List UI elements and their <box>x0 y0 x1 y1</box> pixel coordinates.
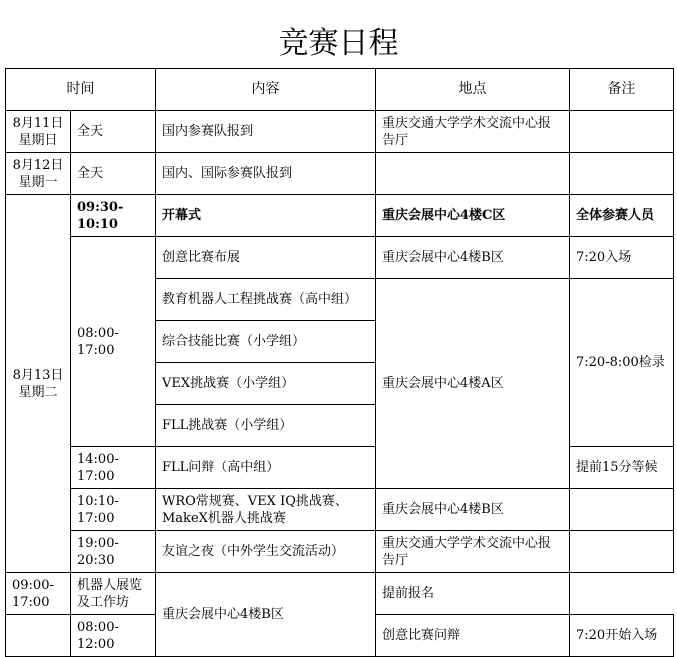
header-note: 备注 <box>570 69 674 111</box>
page-title: 竞赛日程 <box>278 26 399 61</box>
table-row <box>6 531 674 573</box>
note-cell <box>570 153 674 195</box>
content-cell: 创意比赛布展 <box>156 237 376 279</box>
content-cell: VEX挑战赛（小学组） <box>156 363 376 405</box>
content-cell: FLL挑战赛（小学组） <box>156 405 376 447</box>
content-cell: 教育机器人工程挑战赛（高中组） <box>156 279 376 321</box>
note-cell: 7:20入场 <box>570 237 674 279</box>
location-cell: 重庆会展中心4楼B区 <box>376 237 570 279</box>
content-cell: FLL问辩（高中组） <box>156 447 376 489</box>
note-cell <box>570 111 674 153</box>
location-cell: 重庆会展中心4楼C区 <box>376 195 570 237</box>
note-cell <box>570 489 674 531</box>
time-cell: 19:00-20:30 <box>71 531 156 573</box>
table-row <box>6 195 674 237</box>
location-cell: 重庆交通大学学术交流中心报告厅 <box>376 111 570 153</box>
content-cell: 国内、国际参赛队报到 <box>156 153 376 195</box>
content-cell: 综合技能比赛（小学组） <box>156 321 376 363</box>
note-cell <box>570 531 674 573</box>
content-cell: 友谊之夜（中外学生交流活动） <box>156 531 376 573</box>
content-cell: WRO常规赛、VEX IQ挑战赛、MakeX机器人挑战赛 <box>156 489 376 531</box>
header-time: 时间 <box>6 69 156 111</box>
table-row <box>6 447 674 489</box>
table-row <box>6 489 674 531</box>
location-cell: 重庆会展中心4楼B区 <box>156 573 376 657</box>
date-cell <box>6 153 71 195</box>
table-row <box>6 237 674 279</box>
schedule-table <box>5 68 674 657</box>
date-cell <box>6 615 71 657</box>
content-cell: 开幕式 <box>156 195 376 237</box>
time-cell: 10:10-17:00 <box>71 489 156 531</box>
time-cell: 08:00-12:00 <box>71 615 156 657</box>
time-cell: 14:00-17:00 <box>71 447 156 489</box>
content-cell: 国内参赛队报到 <box>156 111 376 153</box>
location-cell: 重庆会展中心4楼B区 <box>376 489 570 531</box>
location-cell: 重庆会展中心4楼A区 <box>376 279 570 489</box>
date-label: 8月13日 <box>12 367 64 383</box>
note-cell: 提前15分等候 <box>570 447 674 489</box>
content-cell: 创意比赛问辩 <box>376 615 570 657</box>
table-row <box>6 573 674 615</box>
content-cell: 机器人展览及工作坊 <box>71 573 156 615</box>
weekday-label: 星期一 <box>18 174 58 190</box>
date-label: 8月11日 <box>12 115 64 131</box>
date-label: 8月12日 <box>12 157 64 173</box>
weekday-label: 星期日 <box>18 132 58 148</box>
note-cell: 7:20开始入场 <box>570 615 674 657</box>
header-location: 地点 <box>376 69 570 111</box>
weekday-label: 星期二 <box>18 384 58 400</box>
date-cell <box>6 195 71 573</box>
table-header-row <box>6 69 674 111</box>
time-cell: 08:00-17:00 <box>71 237 156 447</box>
table-row <box>6 153 674 195</box>
header-content: 内容 <box>156 69 376 111</box>
note-cell: 全体参赛人员 <box>570 195 674 237</box>
location-cell <box>376 153 570 195</box>
time-cell: 全天 <box>71 111 156 153</box>
location-cell: 重庆交通大学学术交流中心报告厅 <box>376 531 570 573</box>
time-cell: 全天 <box>71 153 156 195</box>
date-cell <box>6 111 71 153</box>
table-row <box>6 111 674 153</box>
note-cell: 提前报名 <box>376 573 570 615</box>
time-cell: 09:30-10:10 <box>71 195 156 237</box>
note-cell: 7:20-8:00检录 <box>570 279 674 447</box>
time-cell: 09:00-17:00 <box>6 573 71 615</box>
